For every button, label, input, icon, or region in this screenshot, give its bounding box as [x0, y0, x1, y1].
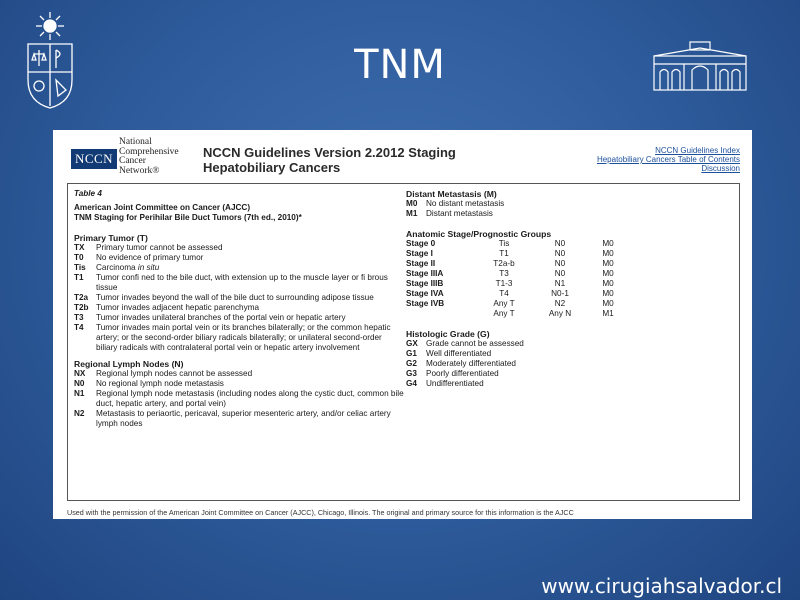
row-code: Tis: [74, 263, 86, 272]
row-description: Carcinoma in situ: [96, 263, 160, 272]
stage-m: M0: [602, 239, 614, 248]
table-row: [74, 293, 404, 303]
row-description: Poorly differentiated: [426, 369, 499, 378]
stage-n: N2: [554, 299, 566, 308]
stage-row: [406, 309, 736, 319]
ajcc-subheading: TNM Staging for Perihilar Bile Duct Tumors (7th ed., 2010)*: [74, 213, 302, 222]
row-description: No regional lymph node metastasis: [96, 379, 224, 388]
table-row: [74, 323, 404, 353]
row-description: Distant metastasis: [426, 209, 493, 218]
row-code: M0: [406, 199, 418, 208]
stage-name: Stage IVB: [406, 299, 445, 308]
stage-t: T3: [499, 269, 509, 278]
row-code: N1: [74, 389, 85, 398]
table-row: [74, 243, 404, 253]
table-row: [406, 369, 736, 379]
stage-m: M0: [602, 289, 614, 298]
table-row: [406, 339, 736, 349]
stage-row: [406, 239, 736, 249]
table-row: [406, 349, 736, 359]
row-code: T1: [74, 273, 84, 282]
nccn-logo: NCCN: [71, 149, 117, 169]
stage-name: Stage 0: [406, 239, 436, 248]
histologic-grade-list: [406, 339, 736, 389]
lymph-nodes-heading: Regional Lymph Nodes (N): [74, 359, 184, 369]
stage-name: Stage IVA: [406, 289, 444, 298]
stage-name: Stage IIIA: [406, 269, 444, 278]
stage-row: [406, 299, 736, 309]
stage-t: T1-3: [495, 279, 513, 288]
row-description: Moderately differentiated: [426, 359, 516, 368]
stage-m: M0: [602, 299, 614, 308]
stage-t: Any T: [493, 309, 515, 318]
histologic-grade-heading: Histologic Grade (G): [406, 329, 490, 339]
document-title: NCCN Guidelines Version 2.2012 Staging Hepatobiliary Cancers: [203, 145, 456, 175]
stage-t: Tis: [498, 239, 510, 248]
row-description: Undifferentiated: [426, 379, 484, 388]
table-row: [406, 199, 736, 209]
row-code: G2: [406, 359, 417, 368]
staging-table: [67, 183, 740, 501]
row-code: G1: [406, 349, 417, 358]
stage-t: T2a-b: [493, 259, 515, 268]
nccn-document: [53, 130, 752, 519]
row-description: Well differentiated: [426, 349, 492, 358]
link-discussion[interactable]: Discussion: [701, 164, 740, 173]
table-row: [74, 313, 404, 323]
distant-metastasis-heading: Distant Metastasis (M): [406, 189, 497, 199]
stage-name: [406, 309, 474, 319]
row-code: GX: [406, 339, 418, 348]
row-description: No distant metastasis: [426, 199, 505, 208]
primary-tumor-list: [74, 243, 404, 353]
lymph-nodes-list: [74, 369, 404, 429]
stage-row: [406, 279, 736, 289]
row-code: T3: [74, 313, 84, 322]
stage-row: [406, 259, 736, 269]
row-description: No evidence of primary tumor: [96, 253, 204, 262]
row-description: Tumor confi ned to the bile duct, with extension up to the muscle layer or fi brous tissue: [96, 273, 388, 292]
stage-n: N0: [554, 259, 566, 268]
stage-name: Stage II: [406, 259, 436, 268]
stage-name: Stage I: [406, 249, 433, 258]
stage-name: Stage IIIB: [406, 279, 444, 288]
table-row: [406, 359, 736, 369]
nccn-org-name: National Comprehensive Cancer Network®: [119, 137, 179, 176]
stage-row: [406, 269, 736, 279]
row-code: G4: [406, 379, 417, 388]
left-column: [74, 189, 404, 429]
row-description: Tumor invades adjacent hepatic parenchyma: [96, 303, 260, 312]
ajcc-heading: American Joint Committee on Cancer (AJCC): [74, 203, 251, 212]
row-description: Tumor invades beyond the wall of the bile duct to surrounding adipose tissue: [96, 293, 374, 302]
row-description: Tumor invades main portal vein or its branches bilaterally; or the common hepatic artery; or the second-order biliary radicals bilaterally; or unilateral second-order biliary radicals with contralateral portal vein or hepatic artery involvement: [96, 323, 391, 352]
right-column: [406, 189, 736, 389]
row-code: G3: [406, 369, 417, 378]
stage-t: T4: [499, 289, 509, 298]
row-code: N2: [74, 409, 85, 418]
table-row: [74, 379, 404, 389]
row-code: M1: [406, 209, 418, 218]
row-code: T0: [74, 253, 84, 262]
primary-tumor-heading: Primary Tumor (T): [74, 233, 148, 243]
table-row: [74, 253, 404, 263]
stage-n: Any N: [548, 309, 572, 318]
table-row: [74, 369, 404, 379]
stage-n: N0-1: [551, 289, 569, 298]
table-row: [406, 379, 736, 389]
row-description: Regional lymph nodes cannot be assessed: [96, 369, 253, 378]
row-code: N0: [74, 379, 85, 388]
row-code: T2b: [74, 303, 89, 312]
document-footnote: Used with the permission of the American Joint Committee on Cancer (AJCC), Chicago, Illinois. The original and primary source for this information is the AJCC: [67, 508, 574, 517]
row-description: Metastasis to periaortic, pericaval, superior mesenteric artery, and/or celiac artery lymph nodes: [96, 409, 391, 428]
stage-m: M0: [602, 249, 614, 258]
stage-m: M0: [602, 259, 614, 268]
row-description: Grade cannot be assessed: [426, 339, 524, 348]
stage-n: N0: [554, 249, 566, 258]
stage-n: N0: [554, 239, 566, 248]
stage-row: [406, 249, 736, 259]
link-table-of-contents[interactable]: Hepatobiliary Cancers Table of Contents: [596, 155, 740, 164]
row-code: NX: [74, 369, 86, 378]
row-code: TX: [74, 243, 85, 252]
row-description: Primary tumor cannot be assessed: [96, 243, 223, 252]
stage-n: N0: [554, 269, 566, 278]
row-code: T2a: [74, 293, 89, 302]
stage-m: M0: [602, 279, 614, 288]
distant-metastasis-list: [406, 199, 736, 219]
link-guidelines-index[interactable]: NCCN Guidelines Index: [655, 146, 740, 155]
stage-groups-list: [406, 239, 736, 319]
table-row: [74, 389, 404, 409]
table-row: [74, 273, 404, 293]
slide-title: TNM: [354, 42, 446, 88]
stage-n: N1: [554, 279, 566, 288]
row-description: Regional lymph node metastasis (including nodes along the cystic duct, common bile duct, hepatic artery, and portal vein): [96, 389, 404, 408]
stage-groups-heading: Anatomic Stage/Prognostic Groups: [406, 229, 552, 239]
row-code: T4: [74, 323, 84, 332]
table-label: Table 4: [74, 189, 102, 198]
table-row: [74, 263, 404, 273]
table-row: [74, 409, 404, 429]
document-links: [597, 146, 740, 173]
stage-m: M0: [602, 269, 614, 278]
row-description: Tumor invades unilateral branches of the portal vein or hepatic artery: [96, 313, 346, 322]
stage-row: [406, 289, 736, 299]
table-row: [406, 209, 736, 219]
document-header: [53, 130, 752, 178]
footer-url[interactable]: www.cirugiahsalvador.cl: [541, 574, 782, 598]
stage-t: T1: [499, 249, 509, 258]
table-row: [74, 303, 404, 313]
stage-m: M1: [602, 309, 614, 318]
stage-t: Any T: [493, 299, 515, 308]
